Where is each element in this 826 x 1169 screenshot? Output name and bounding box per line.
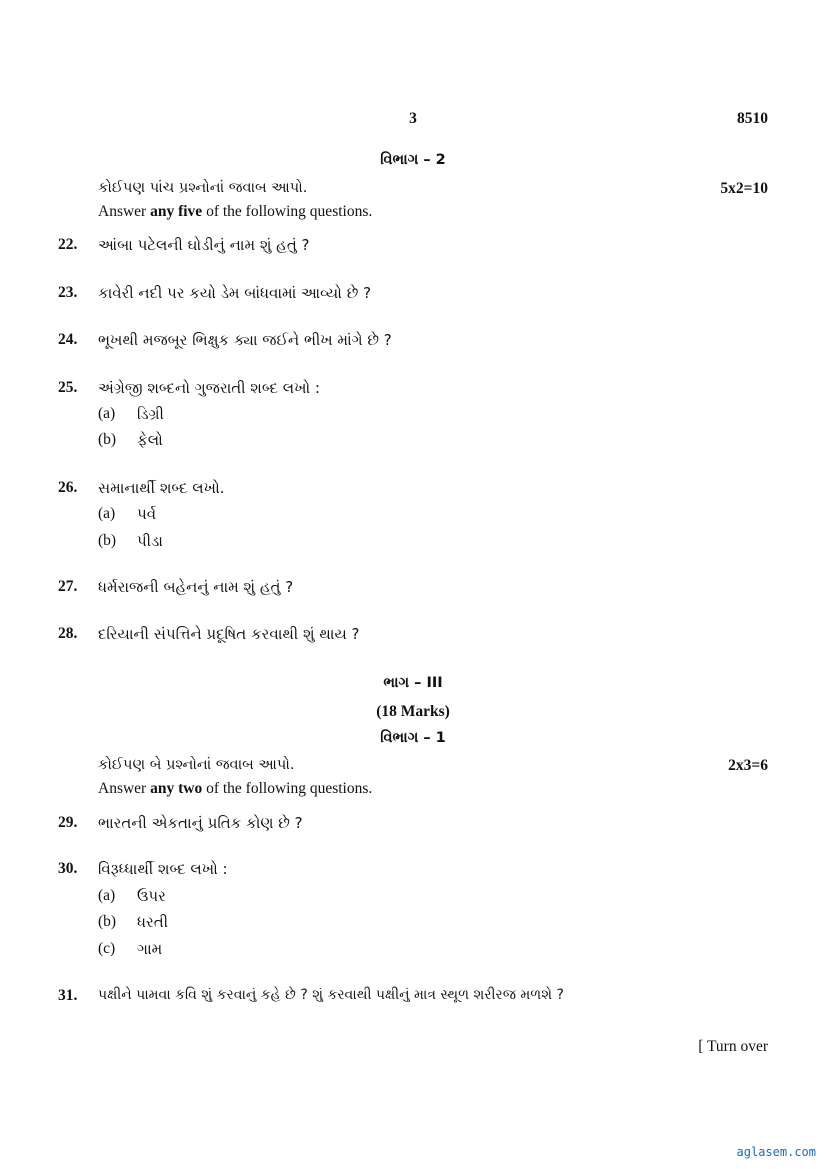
option-text: ફેલો — [137, 431, 163, 449]
question-number: 26. — [58, 479, 78, 496]
question-text: દરિયાની સંપત્તિને પ્રદૂષિત કરવાથી શું થાય ? — [98, 625, 360, 643]
section-marks: 2x3=6 — [728, 757, 768, 774]
option-text: ઉપર — [137, 887, 166, 905]
option-label: (b) — [98, 913, 117, 930]
question-text: ધર્મરાજની બહેનનું નામ શું હતું ? — [98, 578, 294, 596]
option-label: (b) — [98, 431, 117, 448]
option-label: (b) — [98, 532, 117, 549]
instruction-english: Answer any five of the following questions. — [98, 203, 373, 220]
question-text: સમાનાર્થી શબ્દ લખો. — [98, 479, 225, 497]
section-heading: વિભાગ – 1 — [380, 730, 446, 746]
instruction-gujarati: કોઈપણ બે પ્રશ્નોનાં જવાબ આપો. — [98, 757, 295, 773]
part-marks-heading: (18 Marks) — [376, 703, 450, 720]
question-text: ભારતની એકતાનું પ્રતિક કોણ છે ? — [98, 814, 303, 832]
question-number: 31. — [58, 987, 78, 1004]
instruction-english: Answer any two of the following questions. — [98, 780, 373, 797]
question-text: કાવેરી નદી પર કયો ડેમ બાંધવામાં આવ્યો છે ? — [98, 284, 372, 302]
watermark-link[interactable]: aglasem.com — [736, 1145, 816, 1159]
question-text: વિરૂધ્ધાર્થી શબ્દ લખો : — [98, 860, 228, 878]
option-label: (c) — [98, 940, 116, 957]
question-number: 29. — [58, 814, 78, 831]
question-number: 25. — [58, 379, 78, 396]
section-marks: 5x2=10 — [720, 180, 768, 197]
question-number: 30. — [58, 860, 78, 877]
question-number: 22. — [58, 236, 78, 253]
question-text: આંબા પટેલની ઘોડીનું નામ શું હતું ? — [98, 236, 310, 254]
option-text: પર્વ — [137, 505, 157, 523]
question-number: 24. — [58, 331, 78, 348]
instruction-gujarati: કોઈપણ પાંચ પ્રશ્નોનાં જવાબ આપો. — [98, 180, 308, 196]
question-text: ભૂખથી મજબૂર ભિક્ષુક ક્યા જઈને ભીખ માંગે છે ? — [98, 331, 392, 349]
paper-code: 8510 — [737, 110, 768, 127]
question-text: પક્ષીને પામવા કવિ શું કરવાનું કહે છે ? શું કરવાથી પક્ષીનું માત્ર સ્થૂળ શરીરજ મળશે ? — [98, 987, 564, 1003]
question-number: 27. — [58, 578, 78, 595]
option-text: ડિગ્રી — [137, 405, 164, 423]
option-text: પીડા — [137, 532, 163, 550]
option-label: (a) — [98, 405, 116, 422]
page-number: 3 — [409, 110, 417, 127]
turn-over-note: [ Turn over — [698, 1038, 768, 1055]
option-text: ગામ — [137, 940, 163, 958]
question-number: 23. — [58, 284, 78, 301]
question-number: 28. — [58, 625, 78, 642]
option-label: (a) — [98, 505, 116, 522]
question-text: અંગ્રેજી શબ્દનો ગુજરાતી શબ્દ લખો : — [98, 379, 320, 397]
option-label: (a) — [98, 887, 116, 904]
section-heading: વિભાગ – 2 — [380, 152, 446, 168]
part-heading: ભાગ – III — [383, 675, 443, 691]
option-text: ધરતી — [137, 913, 168, 931]
